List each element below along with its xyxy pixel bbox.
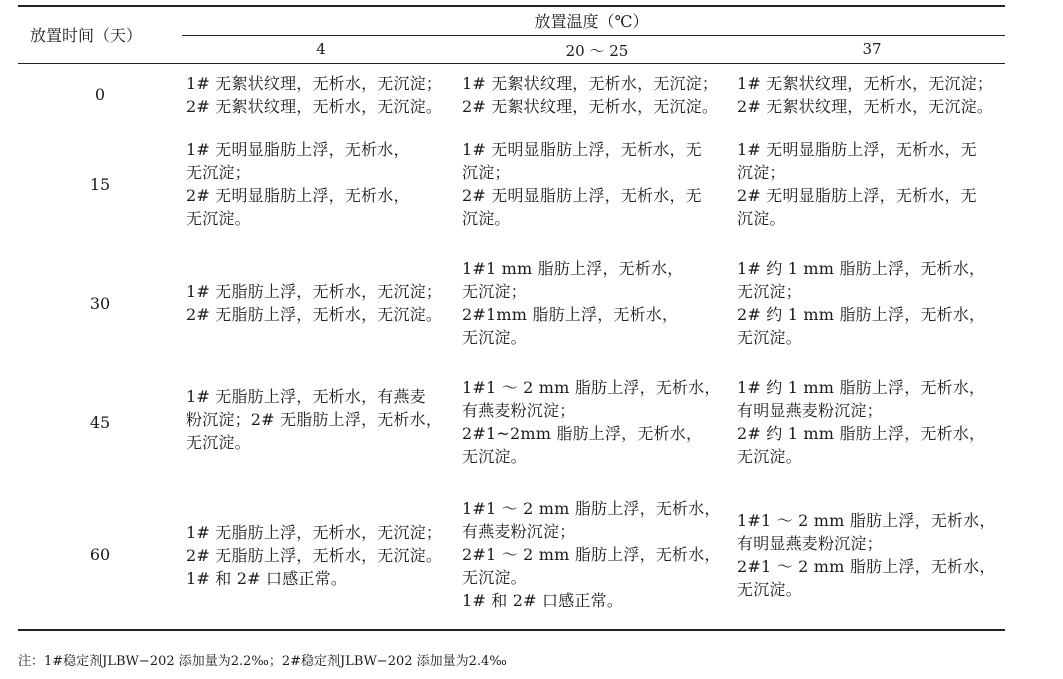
header-time: 放置时间（天） bbox=[30, 26, 143, 45]
header-sub-rule bbox=[182, 35, 1005, 36]
cell-20-25c: 1#1 ～ 2 mm 脂肪上浮，无析水， 有燕麦粉沉淀； 2#1~2mm 脂肪上浮，无析水， 无沉淀。 bbox=[462, 378, 721, 466]
cell-37c: 1# 无絮状纹理，无析水，无沉淀； 2# 无絮状纹理，无析水，无沉淀。 bbox=[737, 74, 994, 116]
header-temperature: 放置温度（℃） bbox=[534, 12, 649, 31]
cell-37c: 1# 约 1 mm 脂肪上浮，无析水， 有明显燕麦粉沉淀； 2# 约 1 mm 脂肪上浮，无析水， 无沉淀。 bbox=[737, 378, 986, 466]
header-col-20-25: 20 ～ 25 bbox=[565, 42, 629, 60]
cell-37c: 1#1 ～ 2 mm 脂肪上浮，无析水， 有明显燕麦粉沉淀； 2#1 ～ 2 mm 脂肪上浮，无析水， 无沉淀。 bbox=[737, 511, 996, 599]
cell-20-25c: 1# 无絮状纹理，无析水，无沉淀； 2# 无絮状纹理，无析水，无沉淀。 bbox=[462, 74, 719, 116]
day-cell: 0 bbox=[94, 85, 106, 104]
cell-4c: 1# 无絮状纹理，无析水，无沉淀； 2# 无絮状纹理，无析水，无沉淀。 bbox=[186, 74, 443, 116]
cell-4c: 1# 无脂肪上浮，无析水，无沉淀； 2# 无脂肪上浮，无析水，无沉淀。 1# 和 2# 口感正常。 bbox=[186, 523, 443, 588]
day-cell: 15 bbox=[89, 175, 111, 194]
day-cell: 30 bbox=[89, 294, 111, 313]
header-bottom-rule bbox=[18, 63, 1005, 64]
cell-4c: 1# 无脂肪上浮，无析水，有燕麦 粉沉淀；2# 无脂肪上浮，无析水， 无沉淀。 bbox=[186, 387, 443, 452]
cell-37c: 1# 无明显脂肪上浮，无析水，无 沉淀； 2# 无明显脂肪上浮，无析水，无 沉淀。 bbox=[737, 140, 977, 228]
cell-4c: 1# 无脂肪上浮，无析水，无沉淀； 2# 无脂肪上浮，无析水，无沉淀。 bbox=[186, 282, 443, 324]
day-cell: 45 bbox=[89, 413, 111, 432]
cell-20-25c: 1# 无明显脂肪上浮，无析水，无 沉淀； 2# 无明显脂肪上浮，无析水，无 沉淀。 bbox=[462, 140, 702, 228]
cell-4c: 1# 无明显脂肪上浮，无析水， 无沉淀； 2# 无明显脂肪上浮，无析水， 无沉淀。 bbox=[186, 140, 410, 228]
cell-20-25c: 1#1 mm 脂肪上浮，无析水， 无沉淀； 2#1mm 脂肪上浮，无析水， 无沉淀。 bbox=[462, 259, 684, 347]
day-cell: 60 bbox=[89, 545, 111, 564]
table-bottom-rule bbox=[18, 629, 1005, 631]
header-col-37: 37 bbox=[862, 40, 882, 58]
table-top-rule bbox=[18, 5, 1005, 7]
header-col-4: 4 bbox=[316, 40, 326, 58]
table-note: 注：1#稳定剂JLBW−202 添加量为2.2‰；2#稳定剂JLBW−202 添加量为2.4‰ bbox=[18, 654, 507, 669]
cell-20-25c: 1#1 ～ 2 mm 脂肪上浮，无析水， 有燕麦粉沉淀； 2#1 ～ 2 mm 脂肪上浮，无析水， 无沉淀。 1# 和 2# 口感正常。 bbox=[462, 499, 721, 610]
cell-37c: 1# 约 1 mm 脂肪上浮，无析水， 无沉淀； 2# 约 1 mm 脂肪上浮，无析水， 无沉淀。 bbox=[737, 259, 986, 347]
